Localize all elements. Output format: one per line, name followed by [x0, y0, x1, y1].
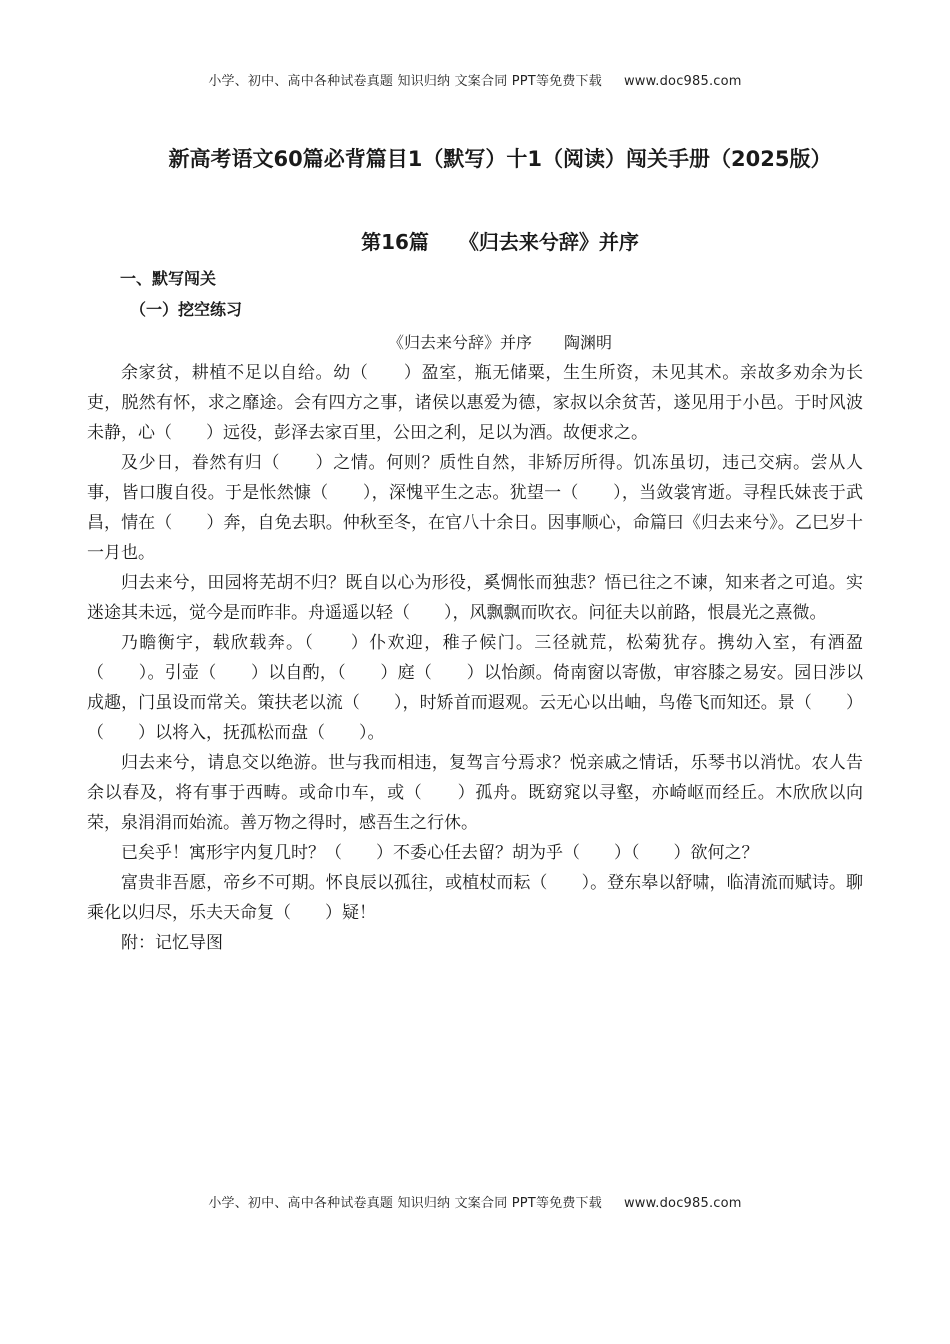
paragraph: 归去来兮，田园将芜胡不归？既自以心为形役，奚惆怅而独悲？悟已往之不谏，知来者之可追。实迷途其未远，觉今是而昨非。舟遥遥以轻（ ），风飘飘而吹衣。问征夫以前路，恨晨光之熹微。: [87, 573, 863, 623]
page-header: [0, 70, 950, 89]
section-heading-dictation: 一、默写闯关: [120, 269, 217, 288]
poem-heading: 《归去来兮辞》并序 陶渊明: [387, 333, 612, 352]
paragraph: 及少日，眷然有归（ ）之情。何则？质性自然，非矫厉所得。饥冻虽切，违己交病。尝从人事，皆口腹自役。于是怅然慷（ ），深愧平生之志。犹望一（ ），当敛裳宵逝。寻程氏妹丧于武昌，情在（ ）奔，自免去职。仲秋至冬，在官八十余日。因事顺心，命篇曰《归去来兮》。乙巳岁十一月也。: [87, 453, 863, 563]
paragraph: 归去来兮，请息交以绝游。世与我而相违，复驾言兮焉求？悦亲戚之情话，乐琴书以消忧。农人告余以春及，将有事于西畴。或命巾车，或（ ）孤舟。既窈窕以寻壑，亦崎岖而经丘。木欣欣以向荣，泉涓涓而始流。善万物之得时，感吾生之行休。: [87, 753, 863, 833]
paragraph: 余家贫，耕植不足以自给。幼（ ）盈室，瓶无储粟，生生所资，未见其术。亲故多劝余为长吏，脱然有怀，求之靡途。会有四方之事，诸侯以惠爱为德，家叔以余贫苦，遂见用于小邑。于时风波未静，心（ ）远役，彭泽去家百里，公田之利，足以为酒。故便求之。: [87, 363, 863, 443]
paragraph: 富贵非吾愿，帝乡不可期。怀良辰以孤往，或植杖而耘（ ）。登东皋以舒啸，临清流而赋诗。聊乘化以归尽，乐夫天命复（ ）疑！: [87, 873, 863, 923]
header-site-link[interactable]: www.doc985.com: [623, 74, 742, 89]
poem-body: [87, 358, 863, 958]
document-title: 新高考语文60篇必背篇目1（默写）十1（阅读）闯关手册（2025版）: [168, 147, 832, 171]
appendix-note: 附：记忆导图: [121, 933, 223, 953]
header-text: 小学、初中、高中各种试卷真题 知识归纳 文案合同 PPT等免费下载: [208, 74, 602, 89]
page-footer: [0, 1192, 950, 1211]
paragraph: 已矣乎！寓形宇内复几时？（ ）不委心任去留？胡为乎（ ）（ ）欲何之？: [121, 843, 759, 863]
footer-site-link[interactable]: www.doc985.com: [623, 1196, 742, 1211]
chapter-title: 第16篇 《归去来兮辞》并序: [361, 230, 639, 254]
subsection-heading-fill-blank: （一）挖空练习: [130, 300, 243, 319]
footer-text: 小学、初中、高中各种试卷真题 知识归纳 文案合同 PPT等免费下载: [208, 1196, 602, 1211]
paragraph: 乃瞻衡宇，载欣载奔。（ ）仆欢迎，稚子候门。三径就荒，松菊犹存。携幼入室，有酒盈（ ）。引壶（ ）以自酌，（ ）庭（ ）以怡颜。倚南窗以寄傲，审容膝之易安。园日涉以成趣，门虽设而常关。策扶老以流（ ），时矫首而遐观。云无心以出岫，鸟倦飞而知还。景（ ）（ ）以将入，抚孤松而盘（ ）。: [87, 633, 863, 743]
